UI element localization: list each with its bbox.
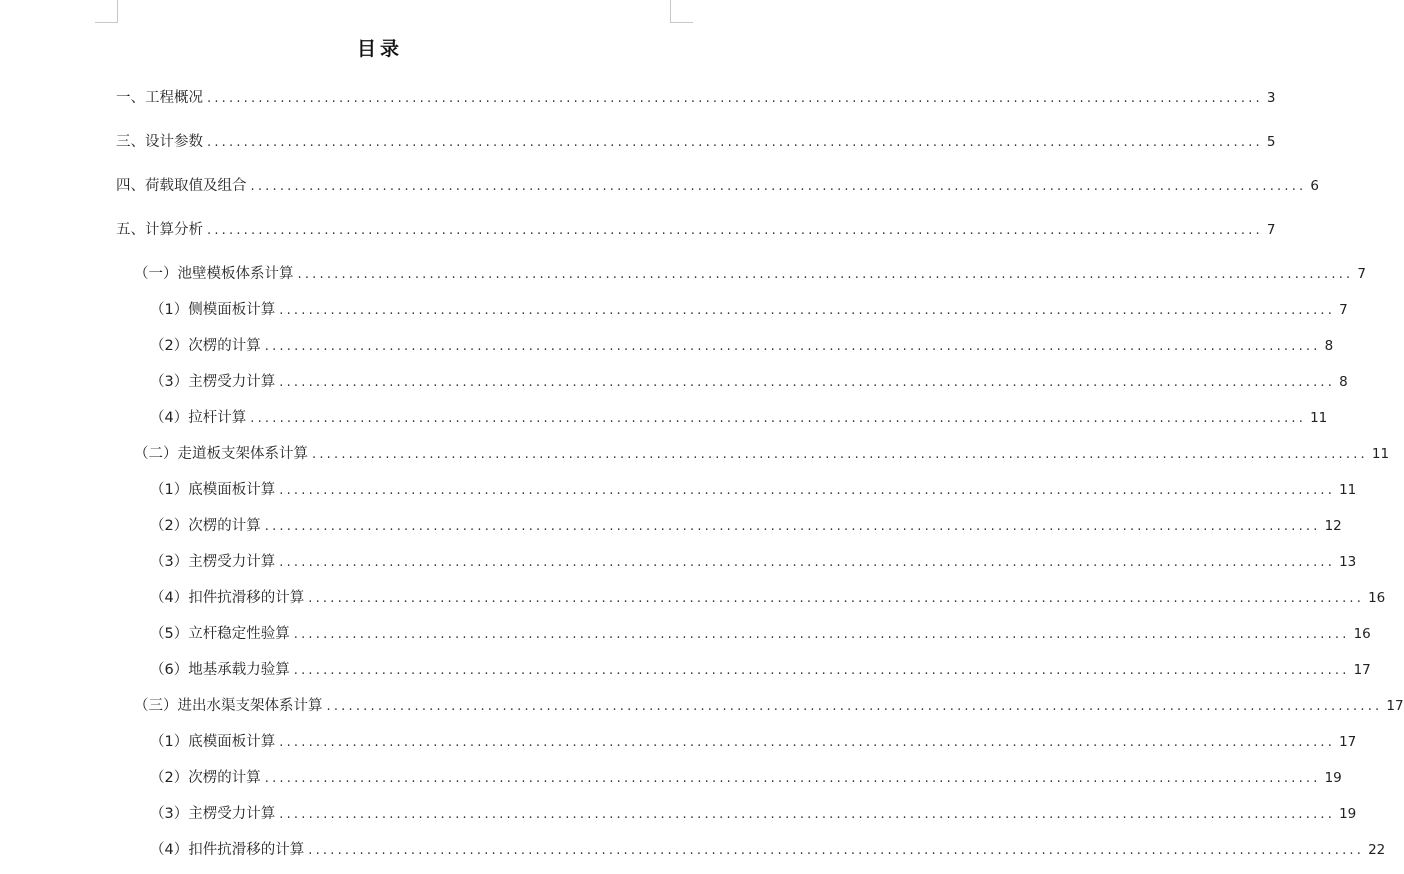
toc-entry[interactable] — [116, 176, 1319, 196]
toc-entry-page: 7 — [1357, 266, 1366, 282]
toc-entry[interactable] — [116, 88, 1276, 108]
toc-entry-page: 17 — [1353, 662, 1371, 678]
toc-entry-page: 6 — [1310, 178, 1319, 194]
toc-entry-label: （2）次楞的计算 — [150, 770, 261, 786]
toc-entry-page: 19 — [1339, 806, 1357, 822]
toc-dot-leader: ................................................................................................................................................ — [279, 735, 1336, 750]
toc-dot-leader: ................................................................................................................................................ — [279, 483, 1336, 498]
toc-entry[interactable] — [150, 300, 1348, 320]
toc-entry-page: 11 — [1339, 482, 1357, 498]
toc-dot-leader: ................................................................................................................................................ — [250, 179, 1307, 194]
toc-dot-leader: ................................................................................................................................................ — [264, 339, 1321, 354]
toc-entry-label: （1）底模面板计算 — [150, 734, 276, 750]
toc-dot-leader: ................................................................................................................................................ — [264, 519, 1321, 534]
toc-entry-label: （3）主楞受力计算 — [150, 554, 276, 570]
toc-entry[interactable] — [150, 516, 1342, 536]
toc-entry-page: 17 — [1386, 698, 1404, 714]
toc-dot-leader: ................................................................................................................................................ — [207, 223, 1263, 238]
toc-dot-leader: ................................................................................................................................................ — [312, 447, 1368, 462]
toc-entry-page: 16 — [1368, 590, 1386, 606]
toc-dot-leader: ................................................................................................................................................ — [308, 591, 1365, 606]
toc-entry-page: 19 — [1324, 770, 1342, 786]
toc-entry[interactable] — [150, 804, 1357, 824]
toc-dot-leader: ................................................................................................................................................ — [326, 699, 1383, 714]
toc-entry-page: 7 — [1266, 222, 1276, 238]
page-corner-mark-right — [670, 0, 693, 23]
toc-entry-label: 五、计算分析 — [116, 222, 203, 238]
toc-entry-label: （一）池壁模板体系计算 — [134, 266, 294, 282]
toc-entry-label: （5）立杆稳定性验算 — [150, 626, 290, 642]
toc-entry-page: 8 — [1339, 374, 1348, 390]
page-corner-mark-left — [95, 0, 118, 23]
toc-entry[interactable] — [150, 408, 1328, 428]
toc-entry[interactable] — [150, 336, 1334, 356]
toc-entry-label: （三）进出水渠支架体系计算 — [134, 698, 323, 714]
toc-entry[interactable] — [150, 372, 1348, 392]
toc-entry-label: （2）次楞的计算 — [150, 518, 261, 534]
toc-entry-page: 22 — [1368, 842, 1386, 858]
toc-dot-leader: ................................................................................................................................................ — [308, 843, 1365, 858]
toc-entry[interactable] — [150, 480, 1357, 500]
toc-entry-label: （二）走道板支架体系计算 — [134, 446, 308, 462]
toc-entry-page: 11 — [1310, 410, 1328, 426]
toc-dot-leader: ................................................................................................................................................ — [250, 411, 1307, 426]
toc-entry[interactable] — [150, 660, 1371, 680]
toc-entry-page: 17 — [1339, 734, 1357, 750]
toc-entry-page: 11 — [1371, 446, 1390, 462]
toc-dot-leader: ................................................................................................................................................ — [293, 627, 1350, 642]
toc-entry-label: （1）侧模面板计算 — [150, 302, 276, 318]
toc-dot-leader: ................................................................................................................................................ — [297, 267, 1354, 282]
toc-dot-leader: ................................................................................................................................................ — [293, 663, 1350, 678]
toc-entry[interactable] — [116, 220, 1276, 240]
toc-entry-label: （4）扣件抗滑移的计算 — [150, 590, 305, 606]
toc-dot-leader: ................................................................................................................................................ — [264, 771, 1321, 786]
toc-entry[interactable] — [134, 264, 1366, 284]
toc-dot-leader: ................................................................................................................................................ — [279, 303, 1336, 318]
toc-entry-label: （4）扣件抗滑移的计算 — [150, 842, 305, 858]
toc-entry-label: （2）次楞的计算 — [150, 338, 261, 354]
toc-entry[interactable] — [150, 732, 1357, 752]
toc-entry-label: 三、设计参数 — [116, 134, 203, 150]
toc-dot-leader: ................................................................................................................................................ — [207, 135, 1263, 150]
toc-entry-page: 8 — [1324, 338, 1334, 354]
toc-entry-page: 12 — [1324, 518, 1342, 534]
toc-entry-label: （6）地基承载力验算 — [150, 662, 290, 678]
toc-dot-leader: ................................................................................................................................................ — [207, 91, 1263, 106]
toc-dot-leader: ................................................................................................................................................ — [279, 375, 1336, 390]
toc-entry-label: （4）拉杆计算 — [150, 410, 247, 426]
toc-dot-leader: ................................................................................................................................................ — [279, 807, 1336, 822]
toc-entry-page: 7 — [1339, 302, 1348, 318]
toc-entry[interactable] — [134, 696, 1404, 716]
toc-entry-page: 5 — [1266, 134, 1276, 150]
toc-entry-page: 16 — [1353, 626, 1371, 642]
toc-entry[interactable] — [150, 588, 1386, 608]
toc-entry[interactable] — [116, 132, 1276, 152]
toc-entry-label: 一、工程概况 — [116, 90, 203, 106]
toc-entry-label: （1）底模面板计算 — [150, 482, 276, 498]
toc-entry-page: 13 — [1339, 554, 1357, 570]
toc-entry-page: 3 — [1266, 90, 1276, 106]
toc-title: 目录 — [356, 38, 403, 60]
toc-entry[interactable] — [150, 552, 1357, 572]
toc-entry[interactable] — [150, 624, 1371, 644]
toc-dot-leader: ................................................................................................................................................ — [279, 555, 1336, 570]
toc-entry-label: 四、荷载取值及组合 — [116, 178, 247, 194]
toc-entry[interactable] — [134, 444, 1390, 464]
toc-entry-label: （3）主楞受力计算 — [150, 806, 276, 822]
toc-entry[interactable] — [150, 840, 1386, 860]
toc-entry[interactable] — [150, 768, 1342, 788]
toc-entry-label: （3）主楞受力计算 — [150, 374, 276, 390]
